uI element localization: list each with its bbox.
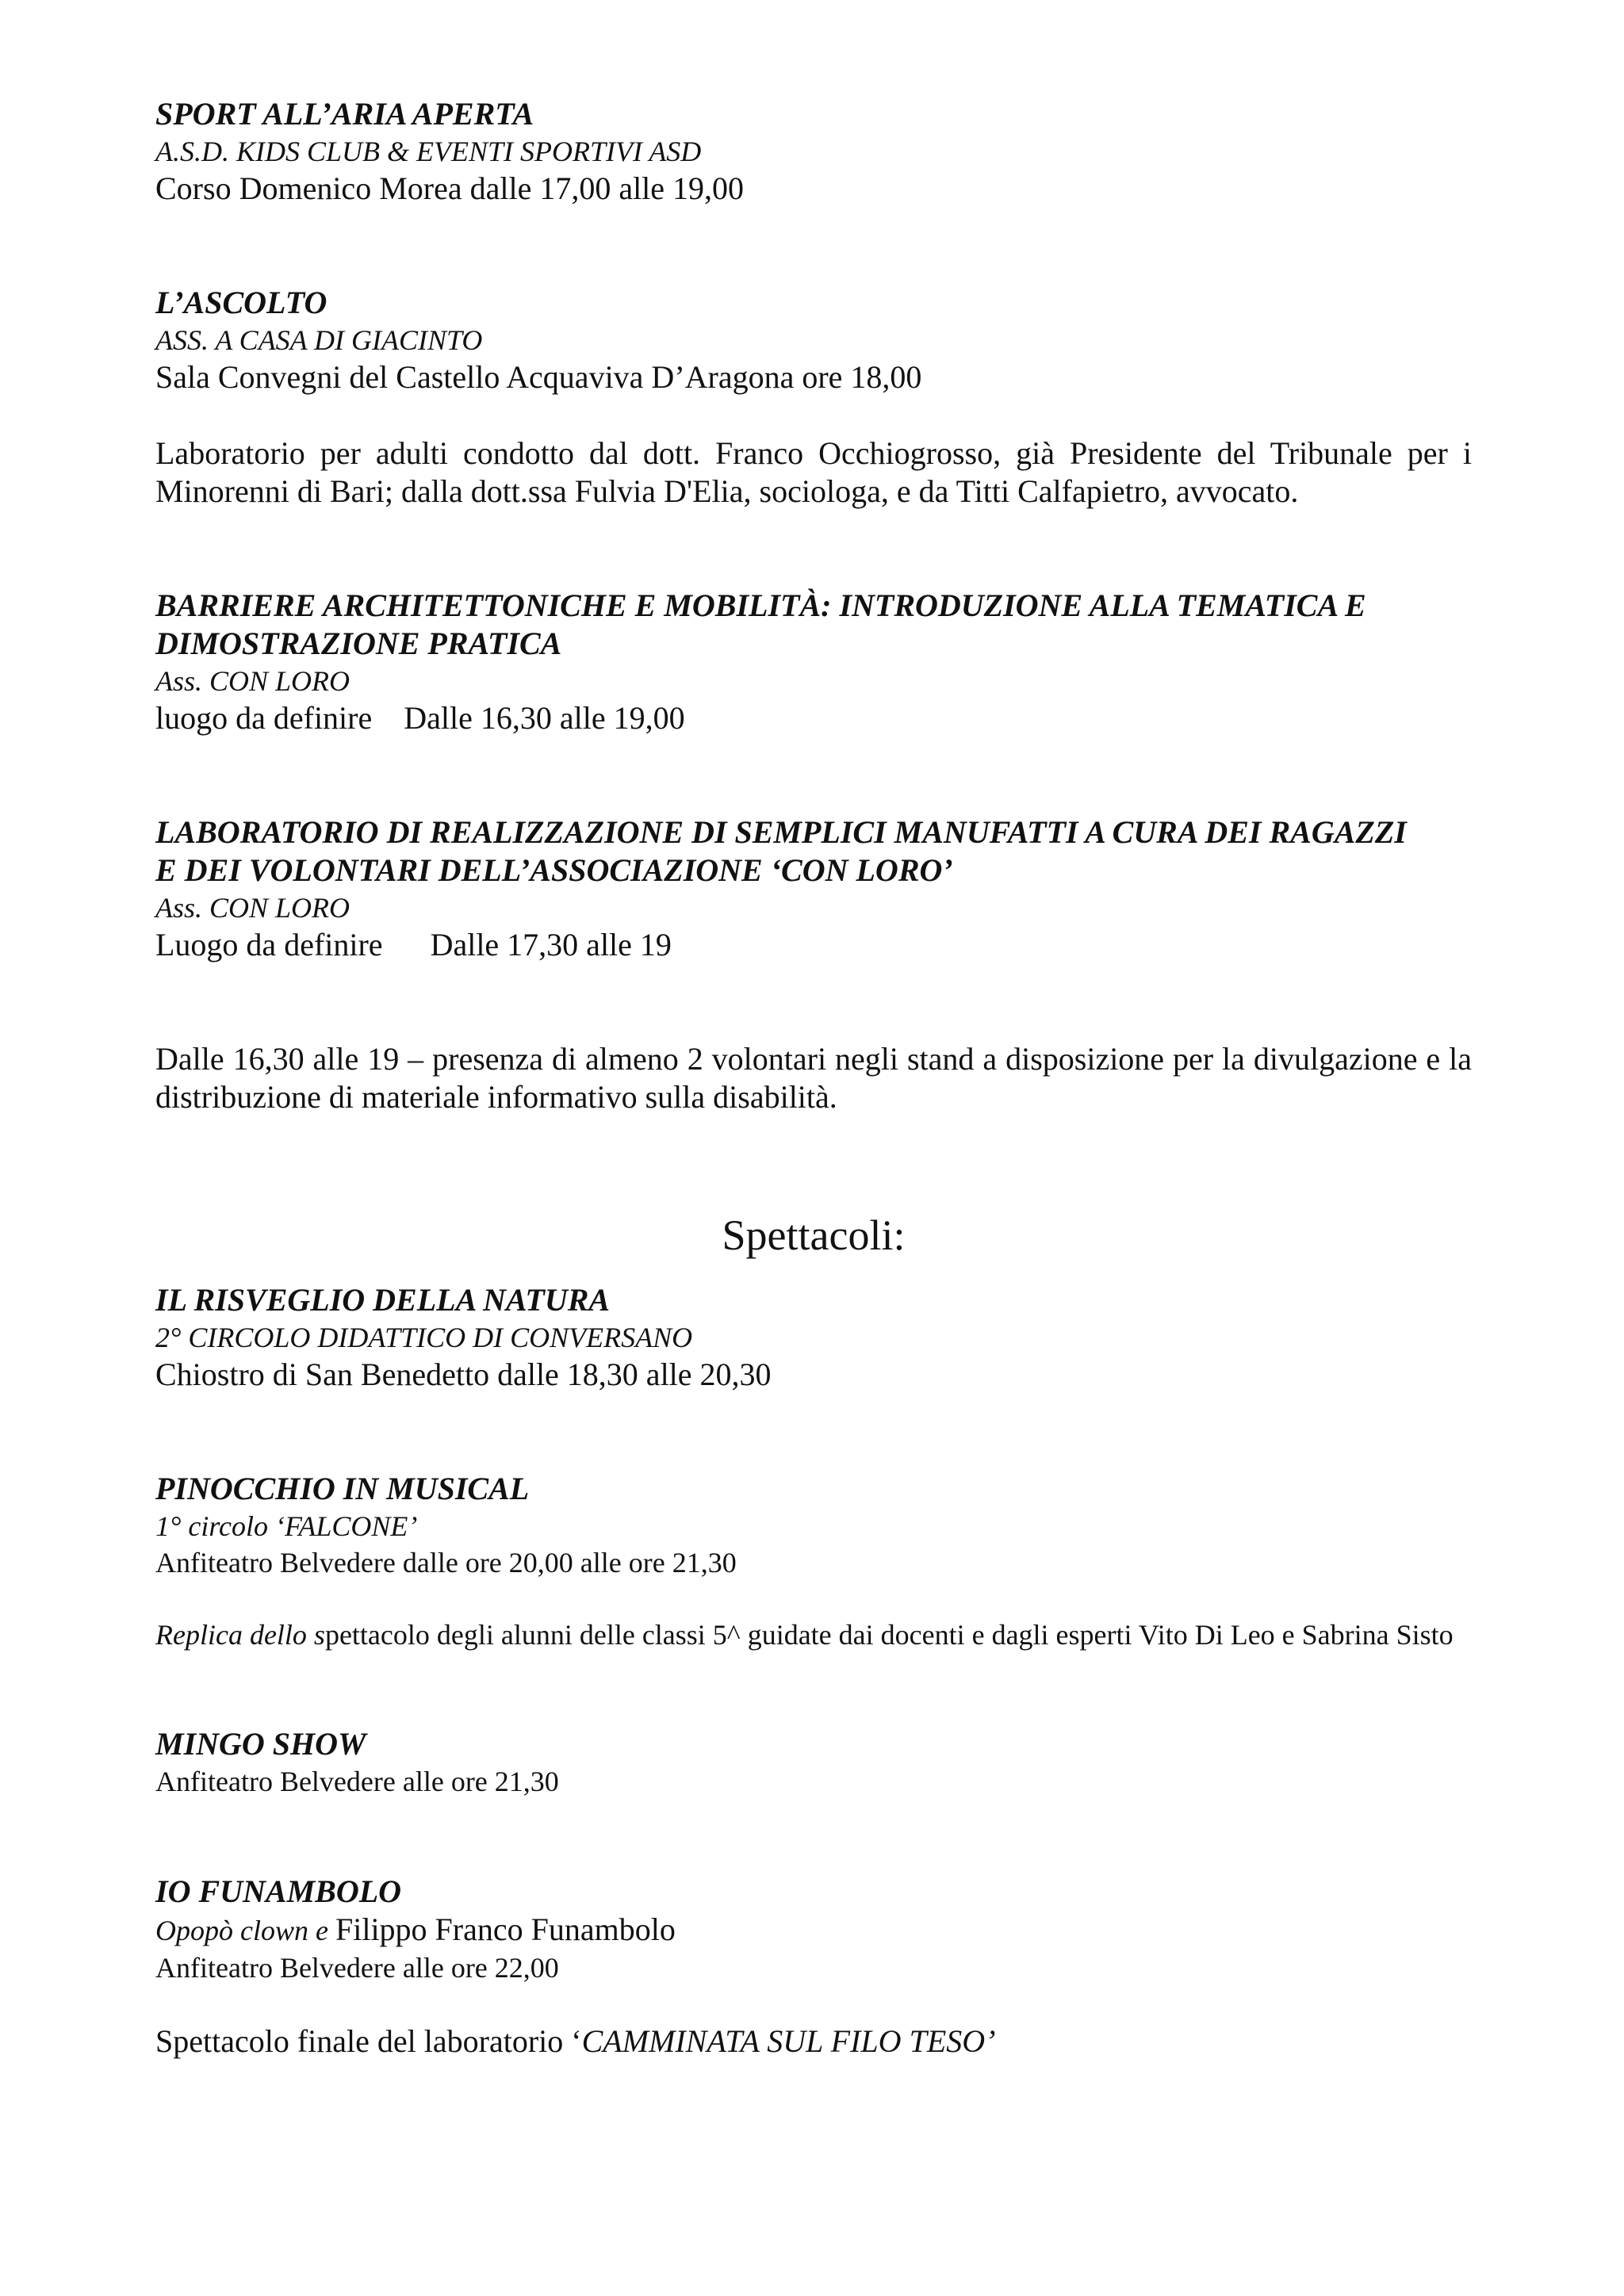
show-place: Anfiteatro Belvedere alle ore 22,00 (155, 1952, 559, 1984)
event-place: Luogo da definire (155, 927, 383, 962)
event-place-time (155, 926, 1472, 964)
event-time: Dalle 17,30 alle 19 (430, 927, 672, 962)
show-risveglio (155, 1281, 1472, 1394)
section-heading: Spettacoli: (722, 1211, 906, 1259)
show-place: Anfiteatro Belvedere alle ore 21,30 (155, 1766, 559, 1797)
event-barriere (155, 587, 1472, 737)
event-ascolto (155, 284, 1472, 511)
document-page (155, 95, 1472, 2061)
event-organizer: Ass. CON LORO (155, 892, 350, 924)
show-description-rest: pettacolo degli alunni delle classi 5^ guidate dai docenti e dagli esperti Vito Di Leo e Sabrina Sisto (324, 1619, 1454, 1651)
event-place: Corso Domenico Morea dalle 17,00 alle 19,00 (155, 170, 745, 206)
event-laboratorio (155, 813, 1472, 964)
show-organizer (155, 1911, 1472, 1950)
event-title: L’ASCOLTO (155, 285, 327, 320)
event-title-line1: LABORATORIO DI REALIZZAZIONE DI SEMPLICI MANUFATTI A CURA DEI RAGAZZI (155, 814, 1407, 850)
show-mingo (155, 1725, 1472, 1800)
show-title: MINGO SHOW (155, 1726, 366, 1762)
show-organizer: 2° CIRCOLO DIDATTICO DI CONVERSANO (155, 1322, 693, 1353)
show-final-italic: CAMMINATA SUL FILO TESO’ (581, 2023, 996, 2059)
event-organizer: ASS. A CASA DI GIACINTO (155, 324, 483, 356)
show-title: IO FUNAMBOLO (155, 1873, 402, 1909)
event-organizer: Ass. CON LORO (155, 665, 350, 697)
event-place: Sala Convegni del Castello Acquaviva D’Aragona ore 18,00 (155, 359, 922, 395)
show-pinocchio (155, 1470, 1472, 1652)
show-organizer-rest: Filippo Franco Funambolo (335, 1911, 676, 1947)
event-sport (155, 95, 1472, 208)
show-title: PINOCCHIO IN MUSICAL (155, 1471, 530, 1506)
event-organizer: A.S.D. KIDS CLUB & EVENTI SPORTIVI ASD (155, 136, 702, 167)
event-title: SPORT ALL’ARIA APERTA (155, 96, 534, 132)
event-title-line2: E DEI VOLONTARI DELL’ASSOCIAZIONE ‘CON LORO’ (155, 852, 953, 888)
event-title-line1: BARRIERE ARCHITETTONICHE E MOBILITÀ: INTRODUZIONE ALLA TEMATICA E (155, 587, 1366, 623)
event-place: luogo da definire (155, 700, 373, 736)
show-title: IL RISVEGLIO DELLA NATURA (155, 1282, 611, 1318)
show-final-prefix: Spettacolo finale del laboratorio ‘ (155, 2023, 582, 2059)
show-place: Anfiteatro Belvedere dalle ore 20,00 alle ore 21,30 (155, 1547, 737, 1578)
event-description: Laboratorio per adulti condotto dal dott. Franco Occhiogrosso, già Presidente del Tribunale per i Minorenni di Bari; dalla dott.ssa Fulvia D'Elia, sociologa, e da Titti Calfapietro, avvocato. (155, 435, 1472, 509)
event-time: Dalle 16,30 alle 19,00 (404, 700, 685, 736)
show-final (155, 2022, 1472, 2061)
volunteers-note: Dalle 16,30 alle 19 – presenza di almeno 2 volontari negli stand a disposizione per la divulgazione e la distribuzione di materiale informativo sulla disabilità. (155, 1041, 1472, 1115)
show-funambolo (155, 1873, 1472, 2061)
show-description (155, 1617, 1472, 1652)
event-title-line2: DIMOSTRAZIONE PRATICA (155, 626, 562, 661)
show-organizer: 1° circolo ‘FALCONE’ (155, 1510, 418, 1542)
show-organizer-italic: Opopò clown e (155, 1915, 335, 1946)
event-place-time (155, 699, 1472, 737)
show-description-italic: Replica dello s (155, 1619, 325, 1651)
show-place: Chiostro di San Benedetto dalle 18,30 alle 20,30 (155, 1357, 772, 1392)
